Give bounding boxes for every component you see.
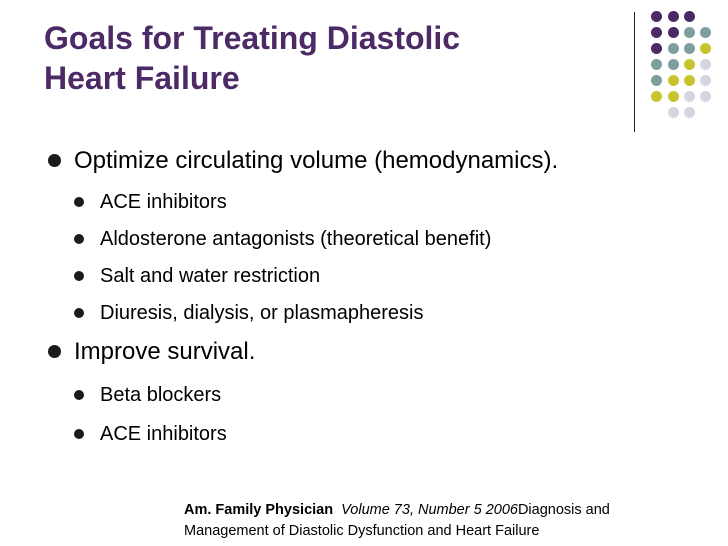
decorative-dot: [684, 43, 695, 54]
bullet-dot-icon: [48, 154, 61, 167]
decorative-divider-line: [634, 12, 635, 132]
decorative-dot: [684, 75, 695, 86]
citation-journal: Am. Family Physician: [184, 502, 334, 518]
decorative-dot: [668, 75, 679, 86]
bullet-dot-icon: [74, 429, 84, 439]
slide-title-line-1: Goals for Treating Diastolic: [44, 20, 461, 56]
bullet-dot-icon: [74, 390, 84, 400]
bullet-dot-icon: [74, 234, 84, 244]
sub-bullet-text: ACE inhibitors: [100, 423, 227, 445]
decorative-dot: [668, 43, 679, 54]
decorative-dot: [668, 59, 679, 70]
decorative-dot: [700, 27, 711, 38]
decorative-dot: [684, 91, 695, 102]
sub-bullet-text: ACE inhibitors: [100, 191, 227, 213]
sub-bullet-text: Diuresis, dialysis, or plasmapheresis: [100, 302, 424, 324]
citation: [184, 500, 724, 542]
citation-article-start: Diagnosis and: [517, 502, 610, 518]
bullet-dot-icon: [74, 197, 84, 207]
slide-title: [44, 18, 604, 98]
decorative-dot: [700, 43, 711, 54]
decorative-dot: [668, 107, 679, 118]
bullet-text: Optimize circulating volume (hemodynamics).: [74, 147, 559, 174]
decorative-dot: [651, 43, 662, 54]
sub-bullet-text: Beta blockers: [100, 384, 222, 406]
decorative-dot: [684, 11, 695, 22]
sub-bullet-text: Aldosterone antagonists (theoretical benefit): [100, 228, 492, 250]
bullet-dot-icon: [74, 308, 84, 318]
decorative-dot: [700, 59, 711, 70]
decorative-dot: [651, 59, 662, 70]
decorative-dot: [651, 91, 662, 102]
citation-volume: Volume 73, Number 5 2006: [341, 502, 518, 518]
decorative-dot: [651, 75, 662, 86]
decorative-dot: [651, 27, 662, 38]
decorative-dot: [651, 11, 662, 22]
decorative-dot: [668, 91, 679, 102]
decorative-dot: [700, 91, 711, 102]
decorative-dot: [668, 11, 679, 22]
decorative-dot: [684, 27, 695, 38]
decorative-dot: [700, 75, 711, 86]
bullet-dot-icon: [48, 345, 61, 358]
decorative-dot: [684, 59, 695, 70]
bullet-dot-icon: [74, 271, 84, 281]
sub-bullet-text: Salt and water restriction: [100, 265, 321, 287]
slide-title-line-2: Heart Failure: [44, 60, 240, 96]
bullet-text: Improve survival.: [74, 338, 256, 365]
decorative-dot: [684, 107, 695, 118]
citation-article-end: Management of Diastolic Dysfunction and Heart Failure: [184, 523, 540, 539]
decorative-dot: [668, 27, 679, 38]
